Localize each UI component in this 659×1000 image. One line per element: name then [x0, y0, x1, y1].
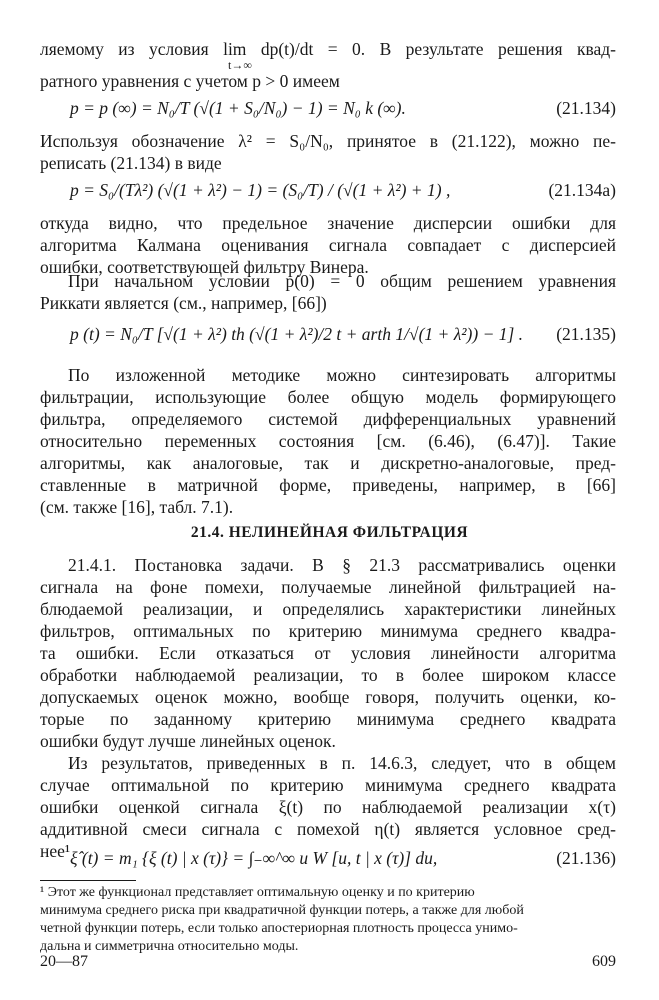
text-line: обработки наблюдаемой реализации, то в более широком классе [40, 665, 616, 685]
text-line: аддитивной смеси сигнала с помехой η(t) является условное сред- [40, 819, 616, 839]
text-line: торые по заданному критерию минимума среднего квадрата [40, 709, 616, 729]
equation-21-135 [40, 314, 616, 358]
text-line: нее¹ [40, 841, 71, 861]
text-line: случае оптимальной по критерию минимума среднего квадрата [40, 775, 616, 795]
text-line: ляемому из условия lim dp(t)/dt = 0. В результате решения квад- [40, 39, 616, 59]
footnote-line: ¹ Этот же функционал представляет оптимальную оценку и по критерию [40, 885, 475, 900]
text-line: (см. также [16], табл. 7.1). [40, 497, 234, 517]
text-line: блюдаемой реализации, и определялись характеристики линейных [40, 599, 616, 619]
text-line: ошибки, соответствующей фильтру Винера. [40, 257, 369, 277]
text-line: допускаемых оценок можно, вообще говоря, получить оценки, ко- [40, 687, 616, 707]
equation-21-134a [40, 170, 616, 214]
text-line: При начальном условии p(0) = 0 общим решением уравнения [68, 271, 616, 291]
signature-mark: 20—87 [40, 953, 88, 970]
text-line: По изложенной методике можно синтезировать алгоритмы [68, 365, 616, 385]
equation-number: (21.134) [556, 98, 616, 118]
limit-subscript: t→∞ [228, 58, 252, 72]
text-line: Из результатов, приведенных в п. 14.6.3, следует, что в общем [68, 753, 616, 773]
text-line: ставленные в матричной форме, приведены, например, в [66] [40, 475, 616, 495]
footnote-line: четной функции потерь, если только апостериорная плотность процесса унимо- [40, 921, 518, 936]
text-line: сигнала на фоне помехи, получаемые линейной фильтрацией на- [40, 577, 616, 597]
equation-21-136 [40, 838, 616, 882]
equation-body: ξ̂ (t) = m₁ {ξ (t) | x (τ)} = ∫₋∞^∞ u W [u, t | x (τ)] du, [70, 848, 438, 868]
equation-body: p = p (∞) = N₀/T (√(1 + S₀/N₀) − 1) = N₀ k (∞). [70, 98, 406, 118]
text-line: откуда видно, что предельное значение дисперсии ошибки для [40, 213, 616, 233]
page-number: 609 [592, 953, 616, 970]
equation-21-134 [40, 88, 616, 132]
equation-number: (21.136) [556, 848, 616, 868]
text-line: относительно переменных состояния [см. (6.46), (6.47)]. Такие [40, 431, 616, 451]
text-line: фильтров, оптимальных по критерию минимума среднего квадра- [40, 621, 616, 641]
text-line: ошибки будут лучше линейных оценок. [40, 731, 336, 751]
text-line: та ошибки. Если отказаться от условия линейности алгоритма [40, 643, 616, 663]
equation-number: (21.135) [556, 324, 616, 344]
text-line: ошибки оценкой сигнала ξ(t) по наблюдаемой реализации x(τ) [40, 797, 616, 817]
text-line: алгоритмы, как аналоговые, так и дискретно-аналоговые, пред- [40, 453, 616, 473]
text-line: фильтрации, использующие более общую модель формирующего [40, 387, 616, 407]
text-line: Риккати является (см., например, [66]) [40, 293, 327, 313]
footnote-line: дальна и симметрична относительно моды. [40, 939, 299, 954]
equation-body: p = S₀/(Tλ²) (√(1 + λ²) − 1) = (S₀/T) / (√(1 + λ²) + 1) , [70, 180, 451, 200]
text-line: Используя обозначение λ² = S₀/N₀, принятое в (21.122), можно пе- [40, 131, 616, 151]
text-line: реписать (21.134) в виде [40, 153, 222, 173]
equation-number: (21.134а) [548, 180, 616, 200]
equation-body: p (t) = N₀/T [√(1 + λ²) th (√(1 + λ²)/2 t + arth 1/√(1 + λ²)) − 1] . [70, 324, 524, 344]
footnote-rule [40, 880, 136, 881]
text-line: ратного уравнения с учетом p > 0 имеем [40, 71, 340, 91]
section-heading: 21.4. НЕЛИНЕЙНАЯ ФИЛЬТРАЦИЯ [190, 524, 469, 541]
text-line: фильтра, определяемого системой дифференциальных уравнений [40, 409, 616, 429]
text-line: 21.4.1. Постановка задачи. В § 21.3 рассматривались оценки [68, 555, 616, 575]
footnote-line: минимума среднего риска при квадратичной функции потерь, а также для любой [40, 903, 524, 918]
text-line: алгоритма Калмана оценивания сигнала совпадает с дисперсией [40, 235, 616, 255]
